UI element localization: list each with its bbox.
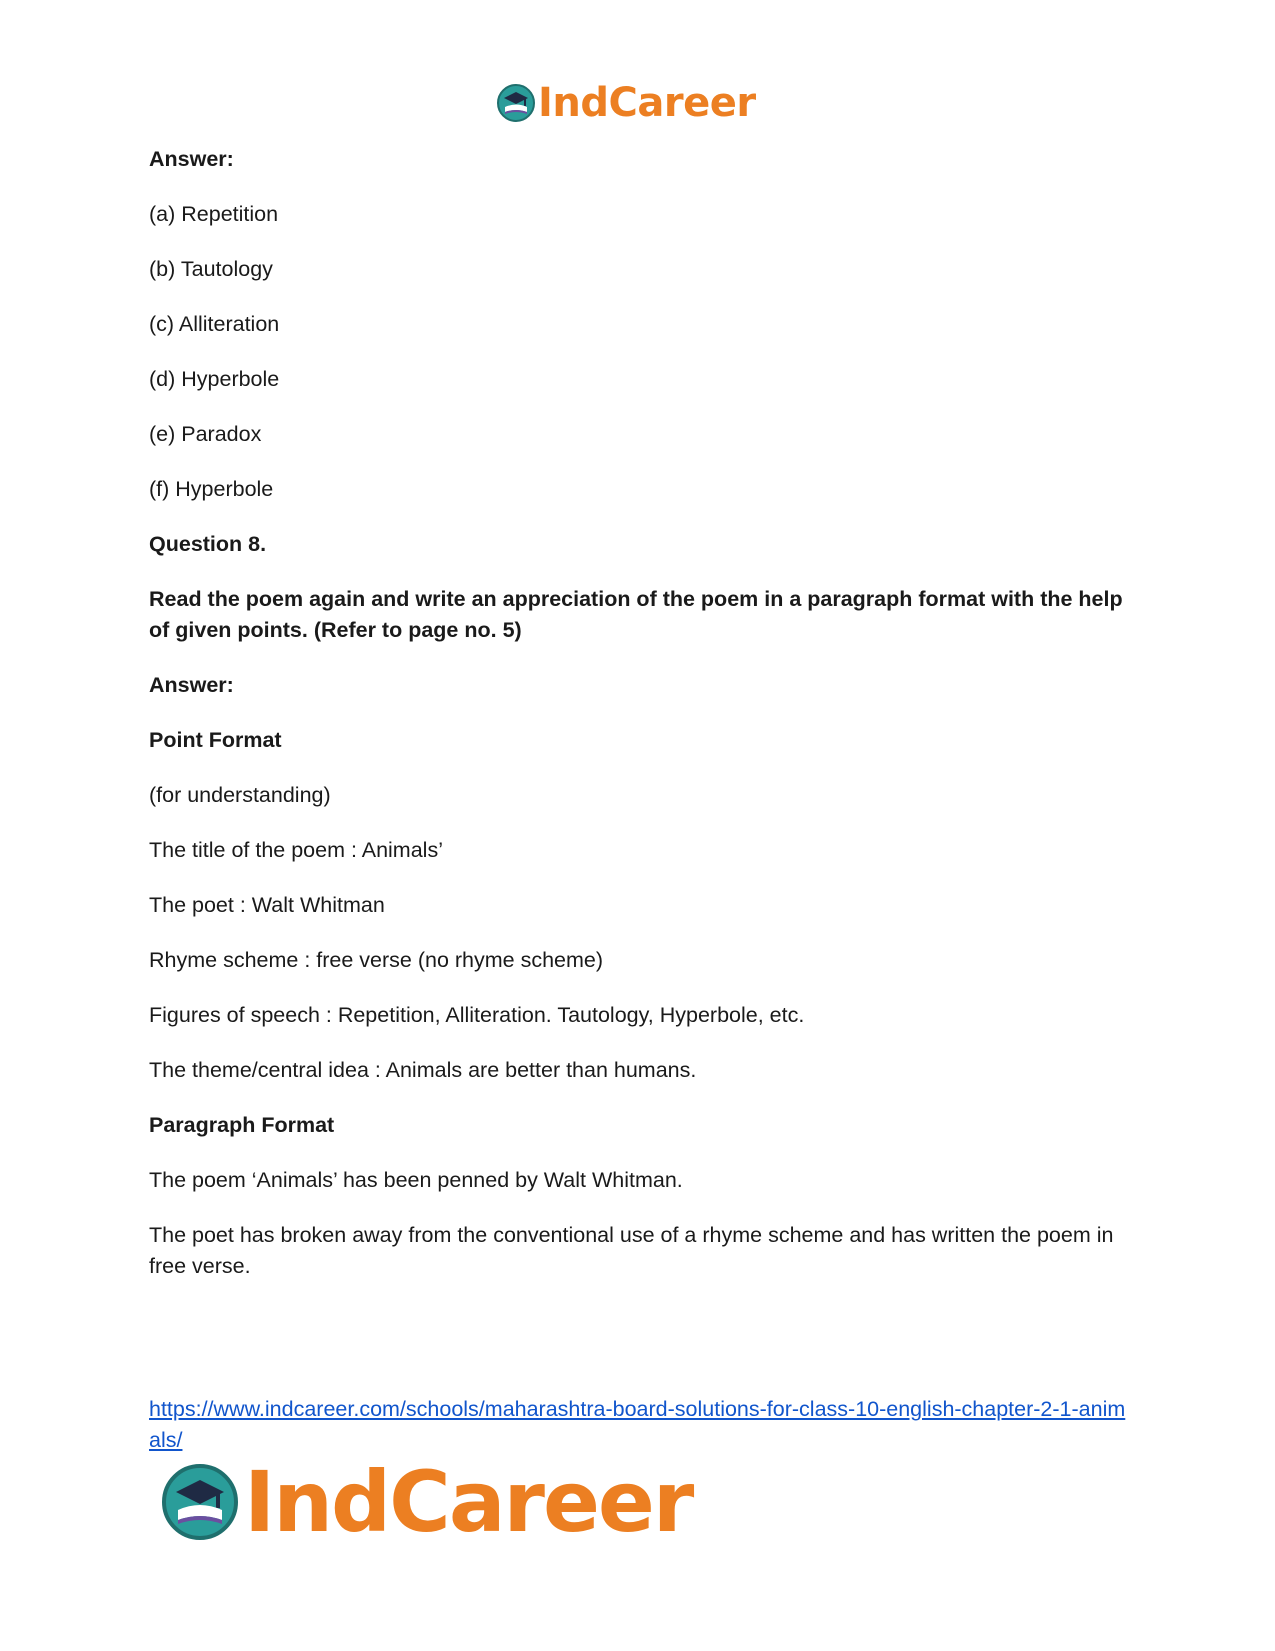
point-item: Figures of speech : Repetition, Alliteration. Tautology, Hyperbole, etc.: [149, 1003, 805, 1027]
question-text: Read the poem again and write an appreciation of the poem in a paragraph format with the help of given points. (Refer to page no. 5): [149, 587, 1123, 642]
answer-item: (c) Alliteration: [149, 312, 280, 336]
graduation-cap-book-icon: [496, 83, 536, 123]
paragraph: The poem ‘Animals’ has been penned by Walt Whitman.: [149, 1168, 683, 1192]
document-body: [149, 144, 1129, 1306]
point-item: The title of the poem : Animals’: [149, 838, 443, 862]
header-logo: [496, 78, 756, 128]
paragraph: The poet has broken away from the conventional use of a rhyme scheme and has written the poem in free verse.: [149, 1223, 1114, 1278]
logo-wordmark: IndCareer: [244, 1453, 693, 1551]
answer-item: (d) Hyperbole: [149, 367, 280, 391]
answer-item: (e) Paradox: [149, 422, 262, 446]
answer-item: (b) Tautology: [149, 257, 273, 281]
point-item: The poet : Walt Whitman: [149, 893, 385, 917]
answer-item: (f) Hyperbole: [149, 477, 274, 501]
question-label: Question 8.: [149, 532, 267, 556]
graduation-cap-book-icon: [160, 1462, 240, 1542]
for-understanding-note: (for understanding): [149, 783, 331, 807]
point-format-heading: Point Format: [149, 728, 282, 752]
source-link[interactable]: https://www.indcareer.com/schools/maharashtra-board-solutions-for-class-10-english-chapter-2-1-animals/: [149, 1397, 1126, 1452]
point-item: Rhyme scheme : free verse (no rhyme scheme): [149, 948, 604, 972]
point-item: The theme/central idea : Animals are better than humans.: [149, 1058, 697, 1082]
answer-label: Answer:: [149, 673, 234, 697]
answer-item: (a) Repetition: [149, 202, 279, 226]
paragraph-format-heading: Paragraph Format: [149, 1113, 335, 1137]
footer-logo: [160, 1453, 693, 1551]
logo-wordmark: IndCareer: [538, 80, 756, 126]
answer-label: Answer:: [149, 147, 234, 171]
